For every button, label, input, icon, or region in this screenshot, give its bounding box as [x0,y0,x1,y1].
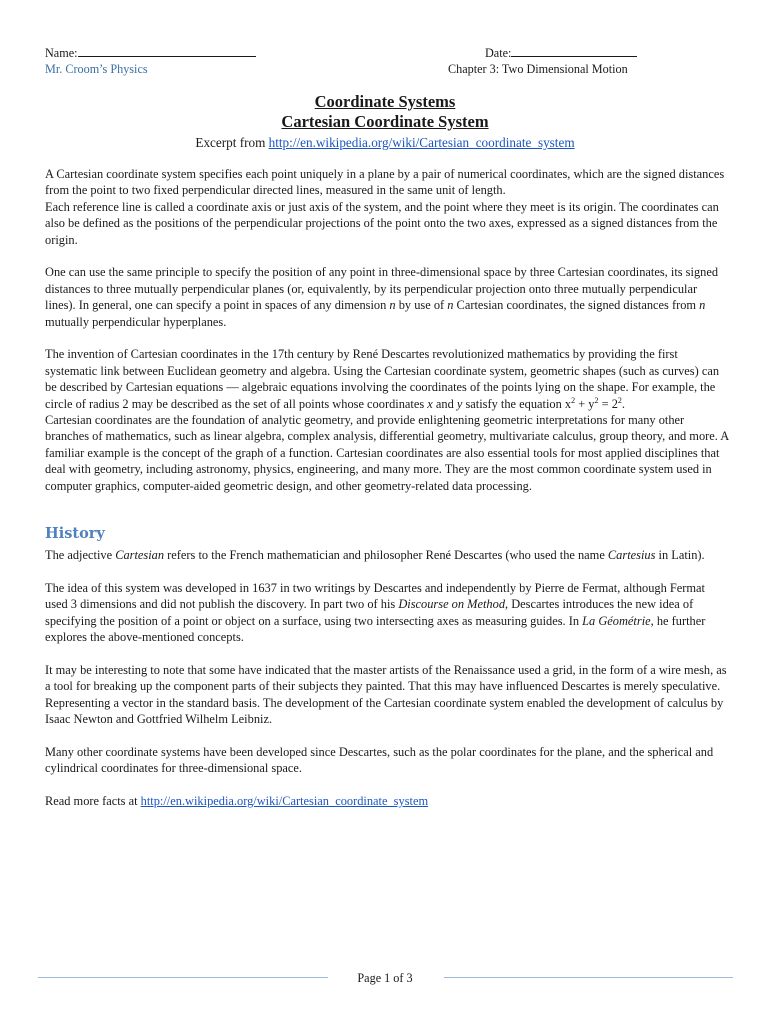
name-field-line [45,45,256,61]
p2-n-1: n [389,298,396,313]
p2-text-a: One can use the same principle to specify the position of any point in three-dimensional space by three Cartesian coordinates, its signed distances to three mutually perpendicular planes (or, equivalently, by its perpendicular projection onto three mutually perpendicular lines). In general, one can specify a point in spaces of any dimension [45,265,719,313]
excerpt-line [0,134,770,152]
h2-geometrie: La Géométrie [582,613,651,628]
paragraph-1b: Each reference line is called a coordinate axis or just axis of the system, and the point where they meet is its origin. The coordinates can also be defined as the positions of the perpendicular projections of the point onto the two axes, expressed as a signed distances from the origin. [45,199,719,247]
p3-sup-1: 2 [571,395,576,405]
h2-text-b: , Descartes introduces the new idea of specifying the position of a point or object on a surface, using two intersecting axes as measuring guides. In [45,597,694,628]
page-footer [0,970,770,990]
h2-text-a: The idea of this system was developed in 1637 in two writings by Descartes and independently by Pierre de Fermat, although Fermat used 3 dimensions and did not publish the discovery. In part two of his [45,580,705,612]
footer-rule-right [444,977,733,978]
p2-text-b: by use of [395,298,448,313]
chapter-title: Chapter 3: Two Dimensional Motion [448,62,628,76]
header-left [45,45,256,77]
read-more-link[interactable]: http://en.wikipedia.org/wiki/Cartesian_coordinate_system [140,794,429,809]
page-number: Page 1 of 3 [357,971,413,985]
p3-var-y: y [456,396,463,411]
sub-title: Cartesian Coordinate System [281,112,489,131]
h1-cartesian: Cartesian [115,548,165,563]
excerpt-link[interactable]: http://en.wikipedia.org/wiki/Cartesian_coordinate_system [268,135,575,150]
p3-and: and [432,396,457,411]
p2-text-c: Cartesian coordinates, the signed distances from [453,298,700,313]
date-label: Date: [485,46,512,60]
p3-var-x: x [427,396,433,411]
h2-discourse: Discourse on Method [398,597,506,612]
p2-n-2: n [447,298,454,313]
h1-cartesius: Cartesius [607,548,656,563]
p3-text-a: The invention of Cartesian coordinates in the 17th century by René Descartes revolutionized mathematics by providing the first systematic link between Euclidean geometry and algebra. Using the Cartesian coordinate system, geometric shapes (such as curves) can be described by Cartesian equations — algebraic equations involving the coordinates of the points lying on the shape. For example, the circle of radius 2 may be described as the set of all points whose coordinates [45,347,720,411]
h1-text-c: in Latin). [655,548,705,563]
date-field-line [448,45,637,61]
p3-sup-3: 2 [617,395,622,405]
p2-n-3: n [699,298,706,313]
history-paragraph-1 [45,547,730,563]
h1-text-a: The adjective [45,548,116,563]
excerpt-prefix: Excerpt from [195,135,269,150]
paragraph-4: Cartesian coordinates are the foundation of analytic geometry, and provide enlightening geometric interpretations for many other branches of mathematics, such as linear algebra, complex analysis, differential geometry, multivariate calculus, group theory, and more. A familiar example is the concept of the graph of a function. Cartesian coordinates are also essential tools for most applied disciplines that deal with geometry, including astronomy, physics, engineering, and many more. They are the most common coordinate system used in computer graphics, computer-aided geometric design, and other geometry-related data processing. [45,413,729,493]
header-right [448,45,637,77]
read-more-prefix: Read more facts at [45,794,141,809]
p3-text-b: satisfy the equation x [462,396,572,411]
h1-text-b: refers to the French mathematician and philosopher René Descartes (who used the name [164,548,608,563]
date-blank [511,45,637,57]
body-text [45,166,730,826]
p2-text-d: mutually perpendicular hyperplanes. [45,314,227,329]
history-paragraph-2 [45,580,730,646]
p3-text-c: + y [575,396,595,411]
history-paragraph-3: It may be interesting to note that some have indicated that the master artists of the Renaissance used a grid, in the form of a wire mesh, as a tool for breaking up the component parts of their subjects they painted. That this may have influenced Descartes is merely speculative. Representing a vector in the standard basis. The development of the Cartesian coordinate system enabled the development of calculus by Isaac Newton and Gottfried Wilhelm Leibniz. [45,662,727,727]
name-blank [78,45,256,57]
paragraph-3 [45,346,730,412]
name-label: Name: [45,46,78,60]
history-heading: History [45,525,105,543]
p3-text-e: . [621,396,626,411]
p3-sup-2: 2 [594,395,599,405]
read-more-line [45,793,730,809]
paragraph-2 [45,264,730,330]
footer-rule-left [38,977,328,978]
history-paragraph-4: Many other coordinate systems have been developed since Descartes, such as the polar coordinates for the plane, and the spherical and cylindrical coordinates for three-dimensional space. [45,744,714,776]
teacher-course: Mr. Croom’s Physics [45,62,148,76]
main-title: Coordinate Systems [314,92,456,111]
p3-text-d: = 2 [598,396,618,411]
h2-text-c: , he further explores the above-mentioned concepts. [45,613,706,645]
title-block [0,92,770,152]
paragraph-1a: A Cartesian coordinate system specifies each point uniquely in a plane by a pair of numerical coordinates, which are the signed distances from the point to two fixed perpendicular directed lines, measured in the same unit of length. [45,167,725,198]
